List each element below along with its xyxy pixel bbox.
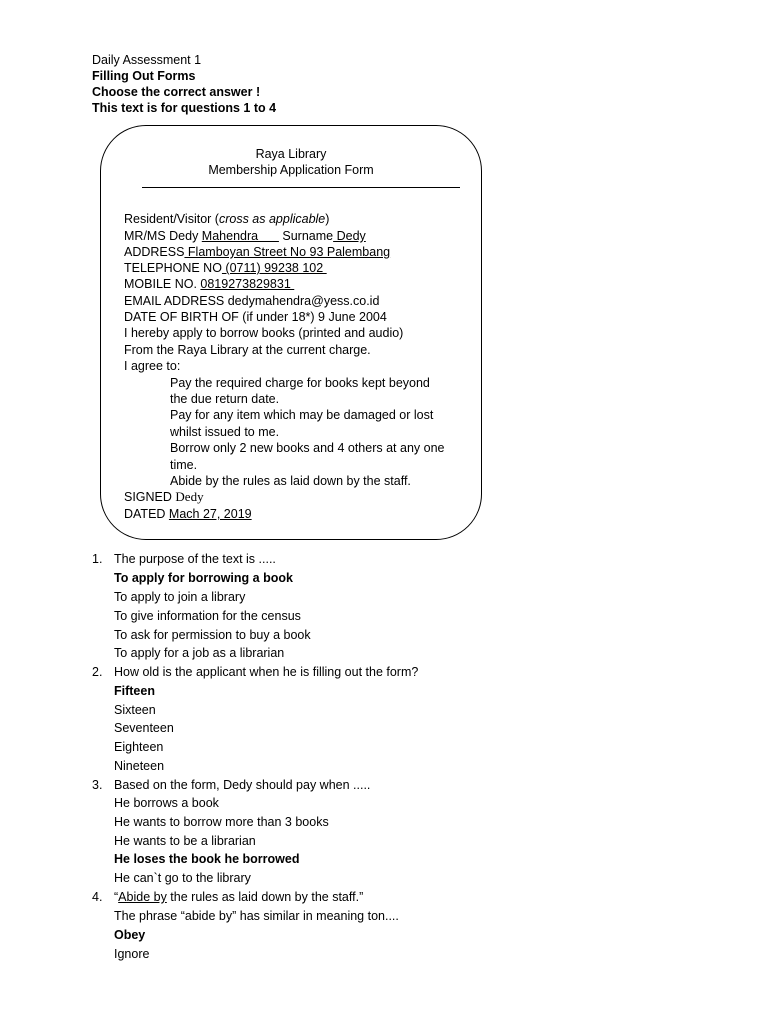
answer-option: Fifteen <box>114 684 155 698</box>
dob-line: DATE OF BIRTH OF (if under 18*) 9 June 2004 <box>124 310 387 324</box>
answer-option: To apply for a job as a librarian <box>114 646 285 660</box>
question-number: 4. <box>92 890 103 904</box>
quoted-phrase: Abide by <box>118 890 167 904</box>
instruction-text: Choose the correct answer ! <box>92 85 261 99</box>
agree-item: the due return date. <box>170 392 280 406</box>
mobile-line: MOBILE NO. 0819273829831 <box>124 277 295 291</box>
answer-option: He wants to be a librarian <box>114 834 256 848</box>
address-value: Flamboyan Street No 93 Palembang <box>184 245 391 259</box>
apply-line-1: I hereby apply to borrow books (printed and audio) <box>124 326 404 340</box>
answer-option: He wants to borrow more than 3 books <box>114 815 329 829</box>
question-text: Based on the form, Dedy should pay when ..... <box>114 778 371 792</box>
answer-option: To apply to join a library <box>114 590 246 604</box>
answer-option: Seventeen <box>114 721 174 735</box>
form-title-divider <box>142 187 460 188</box>
assessment-title: Daily Assessment 1 <box>92 53 202 67</box>
agree-item: Borrow only 2 new books and 4 others at any one <box>170 441 445 455</box>
telephone-value: (0711) 99238 102 <box>221 261 327 275</box>
question-text: “Abide by the rules as laid down by the staff.” <box>114 890 364 904</box>
telephone-line: TELEPHONE NO (0711) 99238 102 <box>124 261 327 275</box>
dated-line: DATED Mach 27, 2019 <box>124 507 252 521</box>
question-subtext: The phrase “abide by” has similar in meaning ton.... <box>114 909 399 923</box>
agree-item: whilst issued to me. <box>170 425 280 439</box>
text-reference: This text is for questions 1 to 4 <box>92 101 277 115</box>
question-number: 2. <box>92 665 103 679</box>
name-line: MR/MS Dedy Mahendra Surname Dedy <box>124 229 366 243</box>
form-library-name: Raya Library <box>255 147 327 161</box>
answer-option: He borrows a book <box>114 796 219 810</box>
question-text: How old is the applicant when he is filling out the form? <box>114 665 419 679</box>
signed-line: SIGNED Dedy <box>124 489 204 504</box>
answer-option: To apply for borrowing a book <box>114 571 293 585</box>
agree-item: Pay for any item which may be damaged or lost <box>170 408 434 422</box>
answer-option: To give information for the census <box>114 609 301 623</box>
email-line: EMAIL ADDRESS dedymahendra@yess.co.id <box>124 294 380 308</box>
surname-value: Dedy <box>333 229 366 243</box>
answer-option: Obey <box>114 928 146 942</box>
answer-option: Ignore <box>114 947 150 961</box>
agree-item: Abide by the rules as laid down by the staff. <box>170 474 411 488</box>
question-number: 1. <box>92 552 103 566</box>
form-title: Membership Application Form <box>208 163 374 177</box>
answer-option: Sixteen <box>114 703 156 717</box>
topic-title: Filling Out Forms <box>92 69 196 83</box>
agree-label: I agree to: <box>124 359 181 373</box>
question-number: 3. <box>92 778 103 792</box>
agree-item: Pay the required charge for books kept beyond <box>170 376 430 390</box>
answer-option: He loses the book he borrowed <box>114 852 300 866</box>
answer-option: To ask for permission to buy a book <box>114 628 311 642</box>
resident-visitor-line: Resident/Visitor (cross as applicable) <box>124 212 330 226</box>
question-text: The purpose of the text is ..... <box>114 552 276 566</box>
date-value: Mach 27, 2019 <box>168 507 252 521</box>
agree-item: time. <box>170 458 198 472</box>
answer-option: Nineteen <box>114 759 165 773</box>
answer-option: Eighteen <box>114 740 164 754</box>
signature-value: Dedy <box>175 489 204 504</box>
answer-option: He can`t go to the library <box>114 871 251 885</box>
apply-line-2: From the Raya Library at the current charge. <box>124 343 371 357</box>
first-name-value: Mahendra <box>201 229 279 243</box>
mobile-value: 0819273829831 <box>200 277 295 291</box>
address-line: ADDRESS Flamboyan Street No 93 Palembang <box>124 245 391 259</box>
